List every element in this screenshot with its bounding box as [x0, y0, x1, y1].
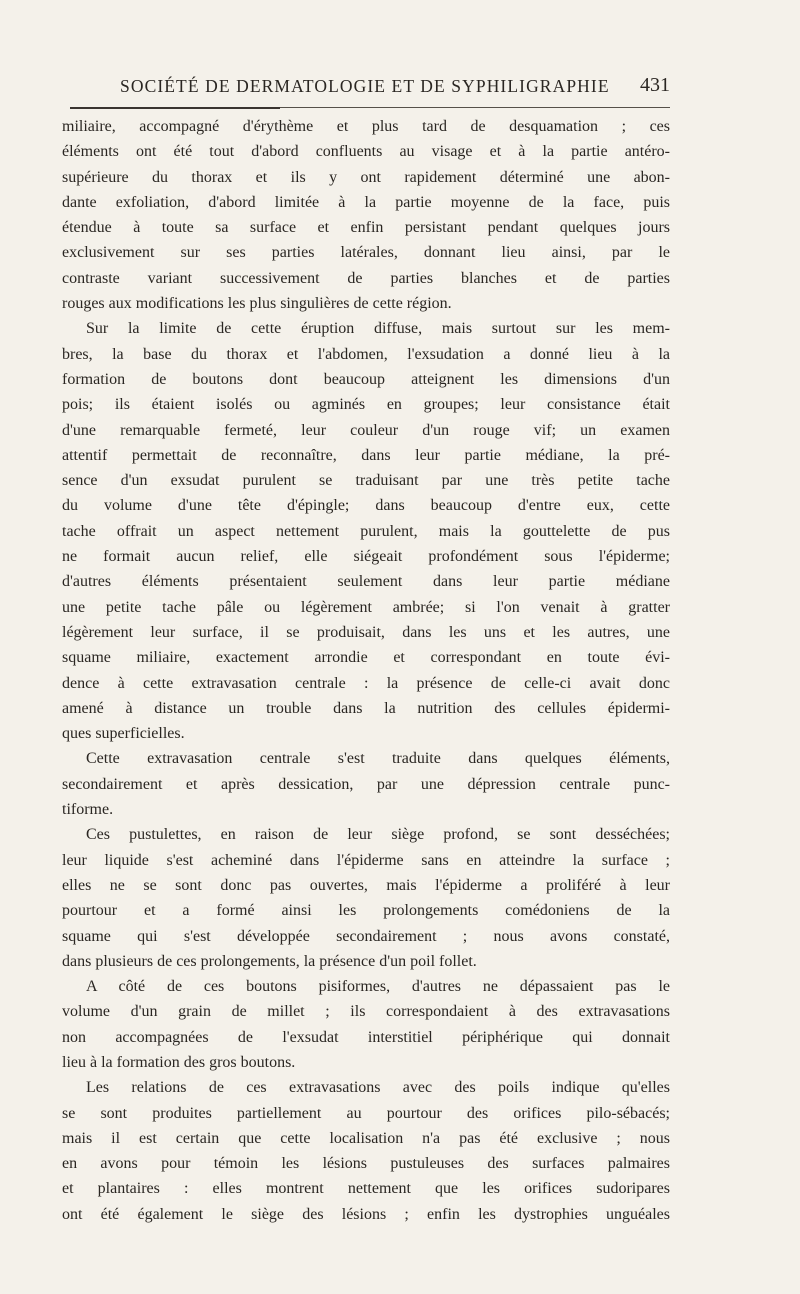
text-line: non accompagnées de l'exsudat interstitiel périphérique qui donnait — [62, 1028, 670, 1046]
text-line: exclusivement sur ses parties latérales, donnant lieu ainsi, par le — [62, 244, 670, 262]
text-line: bres, la base du thorax et l'abdomen, l'exsudation a donné lieu à la — [62, 345, 670, 363]
text-line: dence à cette extravasation centrale : la présence de celle-ci avait donc — [62, 674, 670, 692]
text-line: du volume d'une tête d'épingle; dans beaucoup d'entre eux, cette — [62, 497, 670, 515]
text-line: une petite tache pâle ou légèrement ambrée; si l'on venait à gratter — [62, 598, 670, 616]
text-line: attentif permettait de reconnaître, dans leur partie médiane, la pré- — [62, 446, 670, 464]
text-line: pourtour et a formé ainsi les prolongements comédoniens de la — [62, 902, 670, 920]
body-text — [62, 118, 670, 1231]
text-line: d'autres éléments présentaient seulement dans leur partie médiane — [62, 573, 670, 591]
text-line: supérieure du thorax et ils y ont rapidement déterminé une abon- — [62, 168, 670, 186]
text-line: pois; ils étaient isolés ou agminés en groupes; leur consistance était — [62, 396, 670, 414]
text-line: lieu à la formation des gros boutons. — [62, 1053, 296, 1071]
text-line: sence d'un exsudat purulent se traduisant par une très petite tache — [62, 472, 670, 490]
text-line: ques superficielles. — [62, 725, 185, 743]
text-line: dante exfoliation, d'abord limitée à la partie moyenne de la face, puis — [62, 193, 670, 211]
text-line: A côté de ces boutons pisiformes, d'autres ne dépassaient pas le — [86, 978, 670, 996]
text-line: Les relations de ces extravasations avec des poils indique qu'elles — [86, 1079, 670, 1097]
header-rule-accent — [70, 107, 280, 109]
text-line: tiforme. — [62, 801, 114, 819]
page-number: 431 — [640, 74, 670, 96]
text-line: d'une remarquable fermeté, leur couleur d'un rouge vif; un examen — [62, 421, 670, 439]
text-line: Cette extravasation centrale s'est traduite dans quelques éléments, — [86, 750, 670, 768]
text-line: et plantaires : elles montrent nettement que les orifices sudoripares — [62, 1180, 670, 1198]
text-line: miliaire, accompagné d'érythème et plus tard de desquamation ; ces — [62, 118, 670, 135]
text-line: ne formait aucun relief, elle siégeait profondément sous l'épiderme; — [62, 548, 670, 566]
page-header — [92, 74, 670, 104]
text-line: éléments ont été tout d'abord confluents au visage et à la partie antéro- — [62, 143, 670, 161]
text-line: en avons pour témoin les lésions pustuleuses des surfaces palmaires — [62, 1155, 670, 1173]
text-line: amené à distance un trouble dans la nutrition des cellules épidermi- — [62, 699, 670, 717]
text-line: secondairement et après dessication, par une dépression centrale punc- — [62, 775, 670, 793]
text-line: dans plusieurs de ces prolongements, la présence d'un poil follet. — [62, 952, 477, 970]
text-line: Ces pustulettes, en raison de leur siège profond, se sont desséchées; — [86, 826, 670, 844]
text-line: Sur la limite de cette éruption diffuse, mais surtout sur les mem- — [86, 320, 670, 338]
text-line: squame qui s'est développée secondairement ; nous avons constaté, — [62, 927, 670, 945]
text-line: ont été également le siège des lésions ; enfin les dystrophies unguéales — [62, 1205, 670, 1223]
text-line: squame miliaire, exactement arrondie et correspondant en toute évi- — [62, 649, 670, 667]
text-line: contraste variant successivement de parties blanches et de parties — [62, 269, 670, 287]
running-title: SOCIÉTÉ DE DERMATOLOGIE ET DE SYPHILIGRAPHIE — [120, 76, 610, 96]
text-line: formation de boutons dont beaucoup atteignent les dimensions d'un — [62, 370, 670, 388]
text-line: tache offrait un aspect nettement purulent, mais la gouttelette de pus — [62, 522, 670, 540]
text-line: elles ne se sont donc pas ouvertes, mais l'épiderme a proliféré à leur — [62, 876, 670, 894]
text-line: étendue à toute sa surface et enfin persistant pendant quelques jours — [62, 219, 670, 237]
text-line: mais il est certain que cette localisation n'a pas été exclusive ; nous — [62, 1129, 670, 1147]
text-line: leur liquide s'est acheminé dans l'épiderme sans en atteindre la surface ; — [62, 851, 670, 869]
text-line: volume d'un grain de millet ; ils correspondaient à des extravasations — [62, 1003, 670, 1021]
text-line: se sont produites partiellement au pourtour des orifices pilo-sébacés; — [62, 1104, 670, 1122]
text-line: rouges aux modifications les plus singulières de cette région. — [62, 295, 452, 313]
text-line: légèrement leur surface, il se produisait, dans les uns et les autres, une — [62, 623, 670, 641]
